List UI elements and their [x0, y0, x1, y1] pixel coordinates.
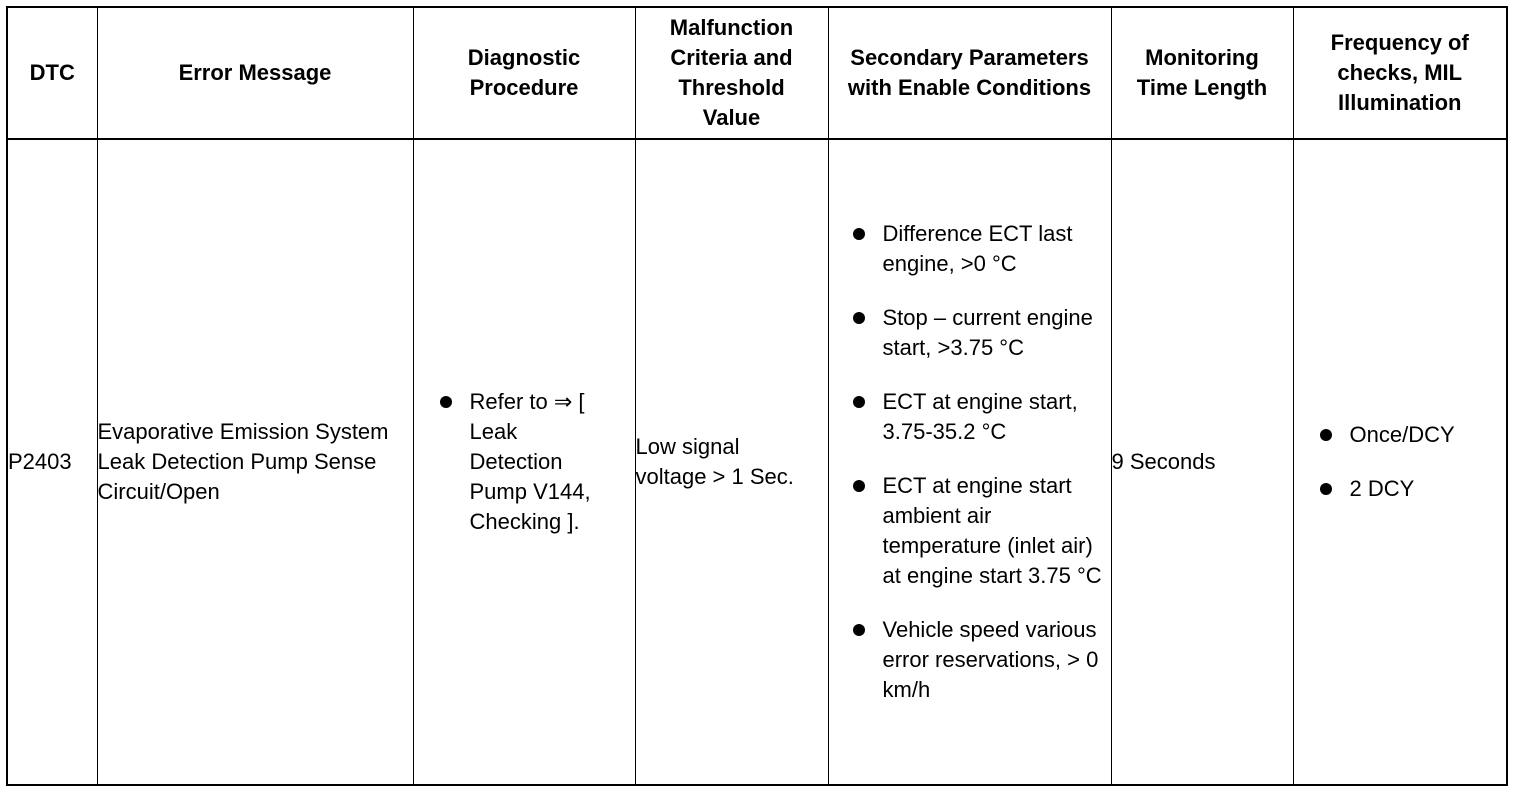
bullet-icon: [1320, 429, 1332, 441]
cell-error-message: Evaporative Emission System Leak Detection Pump Sense Circuit/Open: [97, 139, 413, 785]
cell-monitoring-time: 9 Seconds: [1111, 139, 1293, 785]
header-malfunction-criteria: Malfunction Criteria and Threshold Value: [635, 7, 828, 139]
cell-diagnostic-procedure: [413, 139, 635, 785]
list-item: [829, 387, 1111, 447]
procedure-text: Refer to ⇒ [ Leak Detection Pump V144, Checking ].: [469, 389, 591, 534]
dtc-table: [6, 6, 1508, 786]
list-item: [1294, 474, 1507, 504]
bullet-icon: [853, 312, 865, 324]
bullet-icon: [853, 396, 865, 408]
secondary-parameters-list: [829, 219, 1111, 705]
table-row: [7, 139, 1507, 785]
list-item: [414, 387, 635, 537]
parameter-text: ECT at engine start, 3.75-35.2 °C: [882, 389, 1078, 444]
header-frequency: Frequency of checks, MIL Illumination: [1293, 7, 1507, 139]
header-secondary-parameters: Secondary Parameters with Enable Conditions: [828, 7, 1111, 139]
list-item: [1294, 420, 1507, 450]
list-item: [829, 219, 1111, 279]
parameter-text: Stop – current engine start, >3.75 °C: [882, 305, 1093, 360]
bullet-icon: [1320, 483, 1332, 495]
frequency-list: [1294, 420, 1507, 504]
bullet-icon: [853, 480, 865, 492]
cell-secondary-parameters: [828, 139, 1111, 785]
frequency-text: 2 DCY: [1349, 476, 1415, 501]
bullet-icon: [853, 624, 865, 636]
header-error-message: Error Message: [97, 7, 413, 139]
cell-malfunction-criteria: Low signal voltage > 1 Sec.: [635, 139, 828, 785]
procedure-list: [414, 387, 635, 537]
header-monitoring-time: Monitoring Time Length: [1111, 7, 1293, 139]
frequency-text: Once/DCY: [1349, 422, 1455, 447]
list-item: [829, 303, 1111, 363]
list-item: [829, 471, 1111, 591]
parameter-text: ECT at engine start ambient air temperature (inlet air) at engine start 3.75 °C: [882, 473, 1102, 588]
parameter-text: Difference ECT last engine, >0 °C: [882, 221, 1073, 276]
bullet-icon: [853, 228, 865, 240]
bullet-icon: [440, 396, 452, 408]
header-dtc: DTC: [7, 7, 97, 139]
header-row: [7, 7, 1507, 139]
cell-dtc: P2403: [7, 139, 97, 785]
cell-frequency: [1293, 139, 1507, 785]
header-diagnostic-procedure: Diagnostic Procedure: [413, 7, 635, 139]
parameter-text: Vehicle speed various error reservations, > 0 km/h: [882, 617, 1099, 702]
list-item: [829, 615, 1111, 705]
